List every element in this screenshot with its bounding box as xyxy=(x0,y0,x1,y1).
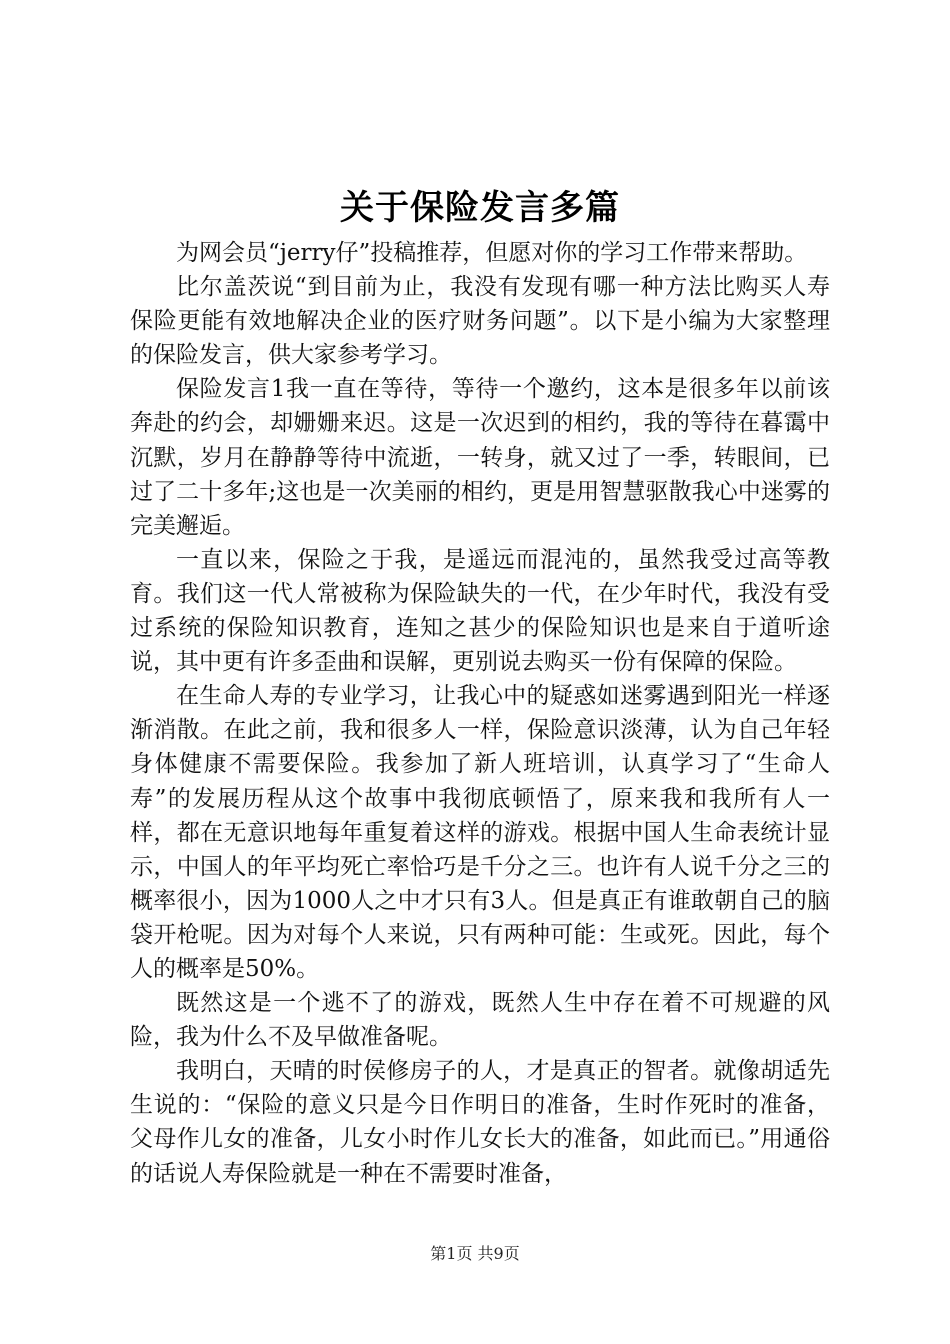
paragraph-background: 一直以来，保险之于我，是遥远而混沌的，虽然我受过高等教育。我们这一代人常被称为保险缺失的一代，在少年时代，我没有受过系统的保险知识教育，连知之甚少的保险知识也是来自于道听途说，其中更有许多歪曲和误解，更别说去购买一份有保障的保险。 xyxy=(130,546,830,676)
paragraph-wisdom: 我明白，天晴的时侯修房子的人，才是真正的智者。就像胡适先生说的：“保险的意义只是今日作明日的准备，生时作死时的准备，父母作儿女的准备，儿女小时作儿女长大的准备，如此而已。”用通俗的话说人寿保险就是一种在不需要时准备， xyxy=(130,1058,830,1187)
paragraph-speech-1: 保险发言1我一直在等待，等待一个邀约，这本是很多年以前该奔赴的约会，却姗姗来迟。这是一次迟到的相约，我的等待在暮霭中沉默，岁月在静静等待中流逝，一转身，就又过了一季，转眼间，已过了二十多年;这也是一次美丽的相约，更是用智慧驱散我心中迷雾的完美邂逅。 xyxy=(130,376,830,539)
paragraph-learning: 在生命人寿的专业学习，让我心中的疑惑如迷雾遇到阳光一样逐渐消散。在此之前，我和很多人一样，保险意识淡薄，认为自己年轻身体健康不需要保险。我参加了新人班培训，认真学习了“生命人寿”的发展历程从这个故事中我彻底顿悟了，原来我和我所有人一样，都在无意识地每年重复着这样的游戏。根据中国人生命表统计显示，中国人的年平均死亡率恰巧是千分之三。也许有人说千分之三的概率很小，因为1000人之中才只有3人。但是真正有谁敢朝自己的脑袋开枪呢。因为对每个人来说，只有两种可能：生或死。因此，每个人的概率是50%。 xyxy=(130,683,830,982)
page-number: 第1页 共9页 xyxy=(430,1244,520,1263)
paragraph-intro: 为网会员“jerry仔”投稿推荐，但愿对你的学习工作带来帮助。 xyxy=(176,240,808,266)
paragraph-quote: 比尔盖茨说“到目前为止，我没有发现有哪一种方法比购买人寿保险更能有效地解决企业的医疗财务问题”。以下是小编为大家整理的保险发言，供大家参考学习。 xyxy=(130,274,830,369)
paragraph-risk: 既然这是一个逃不了的游戏，既然人生中存在着不可规避的风险，我为什么不及早做准备呢。 xyxy=(130,990,830,1051)
document-body xyxy=(130,236,830,1191)
document-title: 关于保险发言多篇 xyxy=(340,188,620,228)
